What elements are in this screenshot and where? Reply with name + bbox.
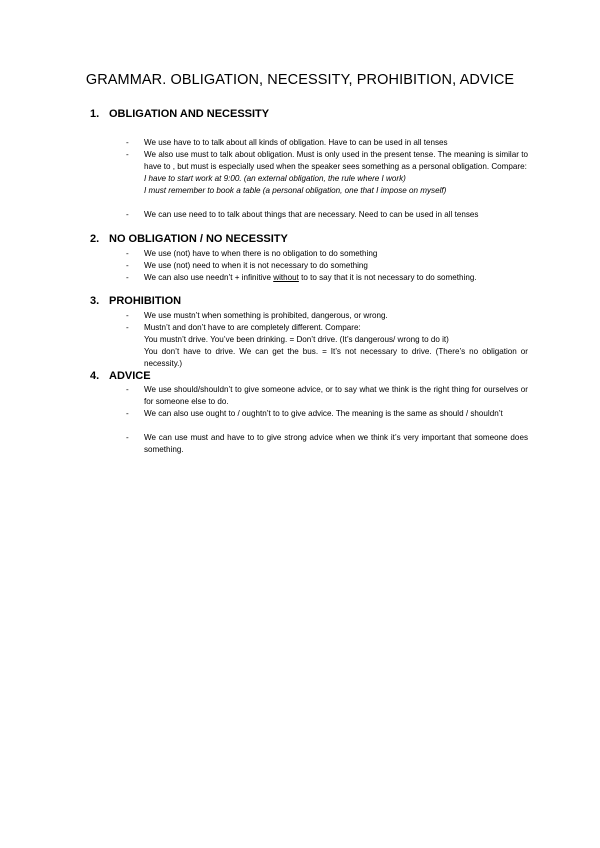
section-number: 2. xyxy=(90,233,100,245)
section-number: 3. xyxy=(90,295,100,307)
list-item-text: Mustn’t and don’t have to are completely different. Compare: xyxy=(144,323,361,332)
list-item: - We can use must and have to to give strong advice when we think it’s very important that someone does something. xyxy=(126,433,528,454)
section-heading-no-obligation xyxy=(90,233,288,245)
section-heading-advice xyxy=(90,370,151,382)
list-item-text: We use (not) have to when there is no obligation to do something xyxy=(144,249,378,258)
underlined-word: without xyxy=(273,273,299,282)
example-sentence: I must remember to book a table (a personal obligation, one that I impose on myself) xyxy=(144,185,447,195)
example-sentence: You mustn’t drive. You’ve been drinking. = Don’t drive. (It’s dangerous/ wrong to do it) xyxy=(144,334,449,344)
page-title: GRAMMAR. OBLIGATION, NECESSITY, PROHIBITION, ADVICE xyxy=(85,72,515,88)
list-item: - We use mustn’t when something is prohibited, dangerous, or wrong. xyxy=(126,310,528,322)
example-sentence: I have to start work at 9:00. (an external obligation, the rule where I work) xyxy=(144,173,406,183)
list-item: - We use have to to talk about all kinds of obligation. Have to can be used in all tenses xyxy=(126,137,528,149)
list-item: - We use (not) have to when there is no obligation to do something xyxy=(126,248,528,260)
list-item: - We can use need to to talk about things that are necessary. Need to can be used in all tenses xyxy=(126,209,528,221)
list-item: - We use should/shouldn’t to give someone advice, or to say what we think is the right thing for ourselves or for someone else to do. xyxy=(126,385,528,406)
list-item-text: We also use must to talk about obligation. Must is only used in the present tense. The meaning is similar to have to , but must is especially used when the speaker sees something as a personal obligation. Compare: xyxy=(144,150,528,171)
list-item-text: We can use need to to talk about things that are necessary. Need to can be used in all tenses xyxy=(144,210,479,219)
list-item-text: We use mustn’t when something is prohibited, dangerous, or wrong. xyxy=(144,311,388,320)
list-item-text: We use have to to talk about all kinds of obligation. Have to can be used in all tenses xyxy=(144,138,448,147)
list-item-text: We can use must and have to to give strong advice when we think it’s very important that someone does something. xyxy=(144,433,528,454)
section-heading-obligation xyxy=(90,108,269,120)
list-item: - We can also use ought to / oughtn’t to to give advice. The meaning is the same as should / shouldn’t xyxy=(126,408,528,420)
section-number: 1. xyxy=(90,108,100,120)
section-title: OBLIGATION AND NECESSITY xyxy=(109,108,270,120)
list-item: - We use (not) need to when it is not necessary to do something xyxy=(126,260,528,272)
list-item: - We can also use needn’t + infinitive without to to say that it is not necessary to do something. xyxy=(126,272,528,284)
example-sentence: You don’t have to drive. We can get the bus. = It’s not necessary to drive. (There’s no obligation or necessity.) xyxy=(144,346,528,368)
section-title: PROHIBITION xyxy=(109,295,182,307)
section-heading-prohibition xyxy=(90,295,181,307)
list-item: - Mustn’t and don’t have to are completely different. Compare: You mustn’t drive. You’ve been drinking. = Don’t drive. (It’s dangerous/ wrong to do it) You don’t have to drive. We can get the bus. = It’s not necessary to drive. (There’s no obligation or necessity.) xyxy=(126,323,528,368)
list-item-text: We use (not) need to when it is not necessary to do something xyxy=(144,261,368,270)
list-item-text: We use should/shouldn’t to give someone advice, or to say what we think is the right thing for ourselves or for someone else to do. xyxy=(144,385,528,406)
section-number: 4. xyxy=(90,370,100,382)
section-title: NO OBLIGATION / NO NECESSITY xyxy=(109,233,288,245)
list-item-text: We can also use needn’t + infinitive without to to say that it is not necessary to do something. xyxy=(144,273,477,282)
section-title: ADVICE xyxy=(109,370,151,382)
list-item-text: We can also use ought to / oughtn’t to to give advice. The meaning is the same as should / shouldn’t xyxy=(144,409,503,418)
list-item: - We also use must to talk about obligation. Must is only used in the present tense. The meaning is similar to have to , but must is especially used when the speaker sees something as a personal obligation. Compare: I have to start work at 9:00. (an external obligation, the rule where I work) I must remember to book a table (a personal obligation, one that I impose on myself) xyxy=(126,150,528,195)
